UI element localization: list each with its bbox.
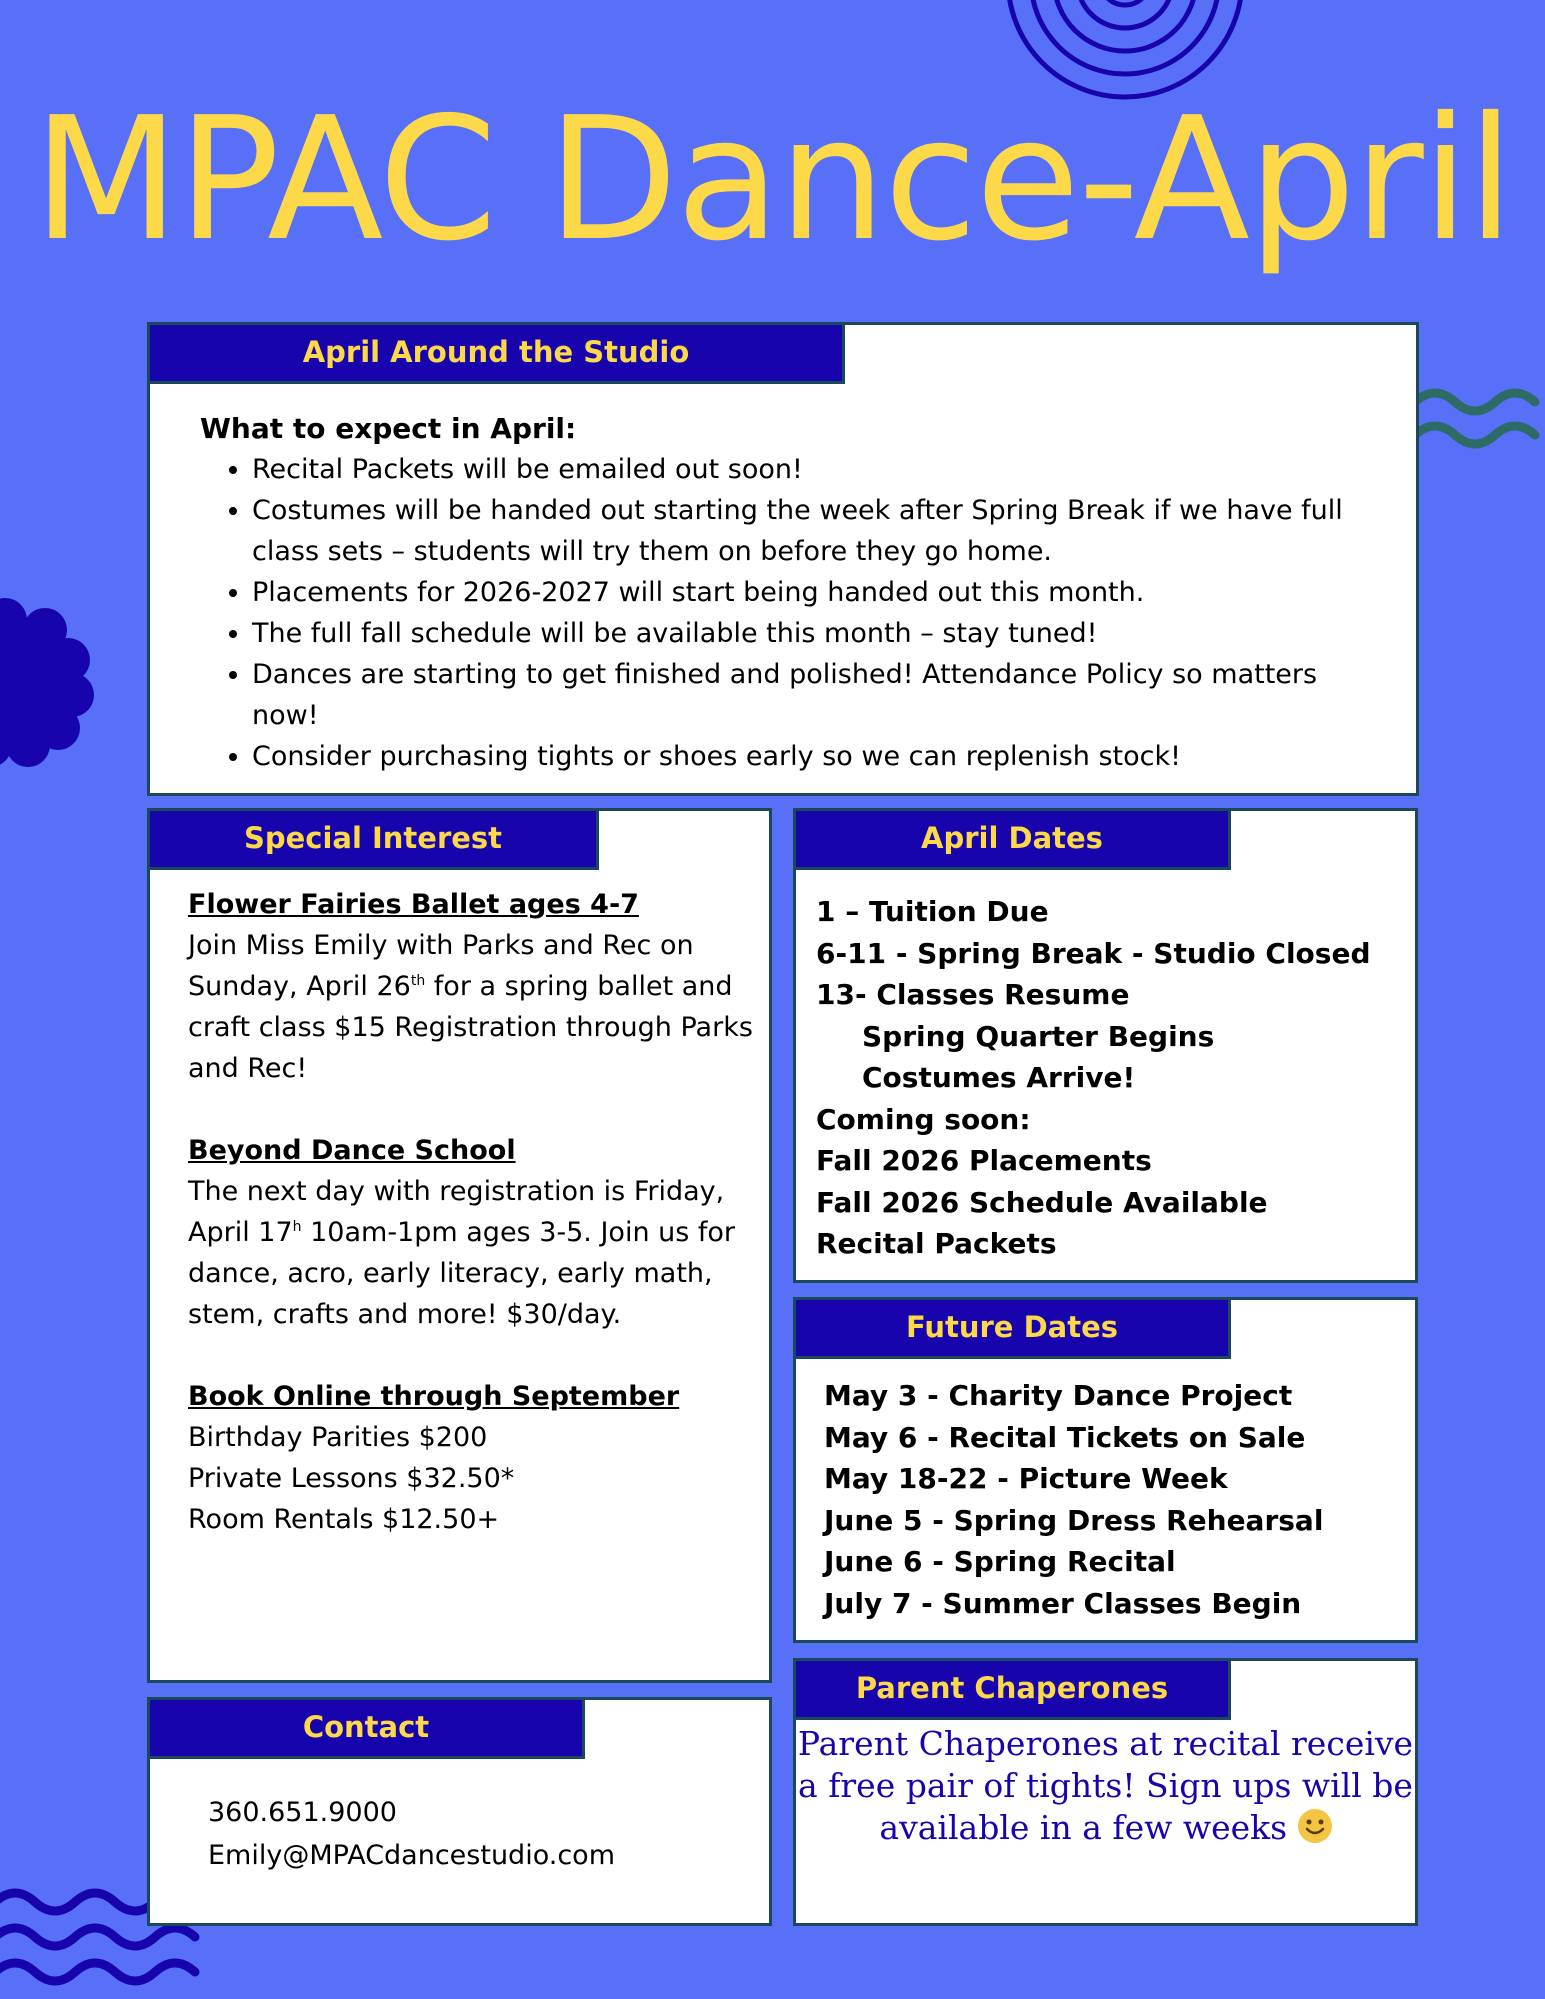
contact-section — [147, 1697, 772, 1926]
future-dates-section — [793, 1297, 1418, 1643]
studio-section-body — [200, 408, 1390, 777]
studio-section-header: April Around the Studio — [147, 322, 845, 384]
date-line: July 7 - Summer Classes Begin — [824, 1586, 1302, 1620]
studio-intro: What to expect in April: — [200, 412, 577, 445]
date-line: Fall 2026 Placements — [816, 1144, 1152, 1177]
future-dates-header: Future Dates — [793, 1297, 1231, 1359]
beyond-superscript: h — [292, 1219, 302, 1235]
list-item: Room Rentals $12.50+ — [188, 1504, 500, 1535]
contact-phone[interactable]: 360.651.9000 — [208, 1797, 397, 1828]
parent-chaperones-header: Parent Chaperones — [793, 1658, 1231, 1720]
beyond-text — [188, 1171, 758, 1335]
list-item: Birthday Parities $200 — [188, 1422, 488, 1453]
fairies-text — [188, 925, 758, 1089]
future-dates-body — [824, 1375, 1323, 1624]
date-line: Spring Quarter Begins — [862, 1019, 1215, 1053]
date-line: May 3 - Charity Dance Project — [824, 1379, 1293, 1412]
parent-chaperones-section — [793, 1658, 1418, 1926]
beyond-title: Beyond Dance School — [188, 1135, 516, 1166]
studio-section — [147, 322, 1419, 796]
list-item: • Dances are starting to get finished and polished! Attendance Policy so matters now! — [252, 654, 1390, 736]
date-line: Costumes Arrive! — [862, 1061, 1136, 1094]
contact-email[interactable]: Emily@MPACdancestudio.com — [208, 1840, 615, 1871]
fairies-text-start: Join Miss Emily with Parks and Rec on Sunday, April 26 — [188, 930, 694, 1002]
contact-body — [208, 1791, 615, 1877]
date-line: 6-11 - Spring Break - Studio Closed — [816, 936, 1371, 970]
april-dates-body — [816, 891, 1371, 1265]
special-interest-section — [147, 808, 772, 1683]
date-line: June 5 - Spring Dress Rehearsal — [824, 1503, 1324, 1537]
date-line: Fall 2026 Schedule Available — [816, 1185, 1268, 1219]
list-item: • Costumes will be handed out starting the week after Spring Break if we have full class sets – students will try them on before they go home. — [252, 490, 1390, 572]
list-item: Private Lessons $32.50* — [188, 1463, 515, 1494]
scalloped-circle-decoration — [0, 595, 115, 770]
chaperones-message: Parent Chaperones at recital receive a free pair of tights! Sign ups will be available in a few weeks — [797, 1724, 1414, 1847]
beyond-text-end: 10am-1pm ages 3-5. Join us for dance, acro, early literacy, early math, stem, crafts and more! $30/day. — [188, 1217, 736, 1330]
book-title: Book Online through September — [188, 1381, 680, 1412]
page-title: MPAC Dance-April — [32, 81, 1513, 279]
date-line: 1 – Tuition Due — [816, 895, 1049, 928]
date-line: Recital Packets — [816, 1227, 1057, 1260]
special-interest-body — [188, 884, 758, 1540]
april-dates-header: April Dates — [793, 808, 1231, 870]
smiley-icon — [1298, 1809, 1332, 1843]
list-item: • Recital Packets will be emailed out soon! — [252, 449, 1390, 490]
studio-bullet-list — [200, 449, 1390, 777]
fairies-text-end: for a spring ballet and craft class $15 Registration through Parks and Rec! — [188, 971, 753, 1084]
date-line: 13- Classes Resume — [816, 978, 1130, 1011]
date-line: Coming soon: — [816, 1102, 1031, 1136]
special-interest-header: Special Interest — [147, 808, 599, 870]
fairies-superscript: th — [410, 973, 426, 989]
date-line: June 6 - Spring Recital — [824, 1545, 1176, 1578]
parent-chaperones-text — [796, 1723, 1415, 1849]
list-item: • The full fall schedule will be available this month – stay tuned! — [252, 613, 1390, 654]
date-line: May 6 - Recital Tickets on Sale — [824, 1420, 1306, 1454]
list-item: • Placements for 2026-2027 will start being handed out this month. — [252, 572, 1390, 613]
date-line: May 18-22 - Picture Week — [824, 1462, 1228, 1495]
april-dates-section — [793, 808, 1418, 1283]
beyond-text-start: The next day with registration is Friday, April 17 — [188, 1176, 725, 1248]
fairies-title: Flower Fairies Ballet ages 4-7 — [188, 889, 639, 920]
list-item: • Consider purchasing tights or shoes early so we can replenish stock! — [252, 736, 1390, 777]
contact-header: Contact — [147, 1697, 585, 1759]
